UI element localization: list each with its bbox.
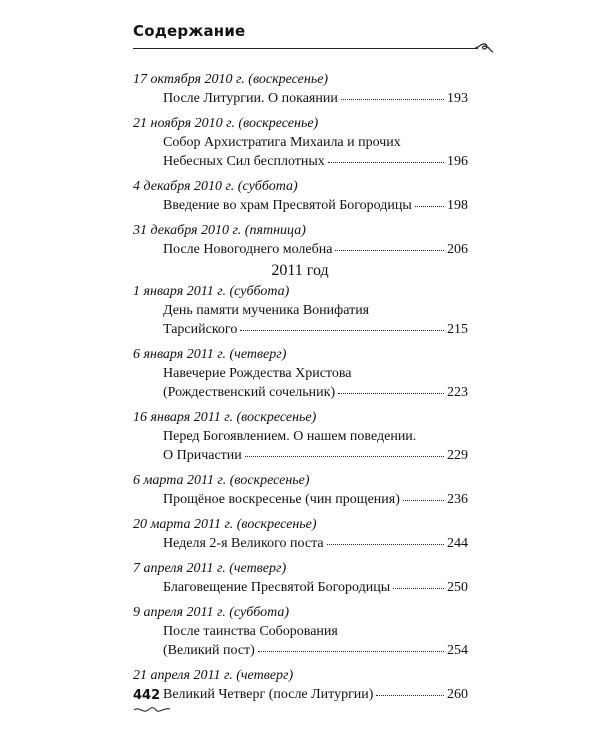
toc-entry-date: 17 октября 2010 г. (воскресенье) <box>133 72 329 87</box>
year-heading: 2011 год <box>271 262 329 279</box>
page-number: 442 <box>133 688 161 703</box>
toc-entry-title-line[interactable] <box>163 580 468 596</box>
running-header: Содержание <box>133 22 246 40</box>
toc-entry-title: Введение во храм Пресвятой Богородицы <box>163 198 412 213</box>
toc-entry-title-line[interactable] <box>163 154 468 170</box>
toc-entry-title: После Литургии. О покаянии <box>163 91 338 106</box>
toc-page-number: 215 <box>447 322 468 337</box>
toc-entry-title-line[interactable]: После таинства Соборования <box>163 624 338 639</box>
dot-leader <box>327 544 444 545</box>
dot-leader <box>393 588 444 589</box>
toc-entry-title: Прощёное воскресенье (чин прощения) <box>163 492 400 507</box>
toc-page-number: 260 <box>447 687 468 702</box>
toc-entry-date: 21 апреля 2011 г. (четверг) <box>133 668 294 683</box>
toc-page-number: 198 <box>447 198 468 213</box>
toc-entry-title-line[interactable]: День памяти мученика Вонифатия <box>163 303 370 318</box>
dot-leader <box>341 99 444 100</box>
dot-leader <box>258 651 444 652</box>
dot-leader <box>328 162 444 163</box>
toc-entry-title-line[interactable] <box>163 492 468 508</box>
toc-entry-title: Великий Четверг (после Литургии) <box>163 687 374 702</box>
toc-entry-date: 31 декабря 2010 г. (пятница) <box>133 223 306 238</box>
toc-entry-title: (Великий пост) <box>163 643 255 658</box>
toc-entry-title-line[interactable] <box>163 242 468 258</box>
toc-entry-title: Благовещение Пресвятой Богородицы <box>163 580 391 595</box>
toc-entry-title: (Рождественский сочельник) <box>163 385 336 400</box>
dot-leader <box>338 393 444 394</box>
toc-entry-title-line[interactable] <box>163 536 468 552</box>
toc-entry-date: 6 марта 2011 г. (воскресенье) <box>133 473 310 488</box>
toc-page-number: 193 <box>447 91 468 106</box>
toc-entry-title-line[interactable] <box>163 91 468 107</box>
toc-entry-date: 1 января 2011 г. (суббота) <box>133 284 290 299</box>
toc-page-number: 236 <box>447 492 468 507</box>
toc-entry-date: 16 января 2011 г. (воскресенье) <box>133 410 317 425</box>
toc-page-number: 196 <box>447 154 468 169</box>
toc-entry-title-line[interactable] <box>163 198 468 214</box>
toc-entry-date: 21 ноября 2010 г. (воскресенье) <box>133 116 319 131</box>
dot-leader <box>403 500 444 501</box>
toc-entry-date: 6 января 2011 г. (четверг) <box>133 347 287 362</box>
toc-entry-date: 7 апреля 2011 г. (четверг) <box>133 561 287 576</box>
toc-entry-title-line[interactable] <box>163 385 468 401</box>
toc-entry-title: После Новогоднего молебна <box>163 242 333 257</box>
toc-entry-title-line[interactable]: Собор Архистратига Михаила и прочих <box>163 135 401 150</box>
toc-entry-date: 9 апреля 2011 г. (суббота) <box>133 605 290 620</box>
toc-entry-title-line[interactable] <box>163 643 468 659</box>
small-flourish-icon <box>133 705 171 715</box>
toc-entry-title-line[interactable]: Перед Богоявлением. О нашем поведении. <box>163 429 417 444</box>
toc-page-number: 254 <box>447 643 468 658</box>
toc-page-number: 223 <box>447 385 468 400</box>
toc-entry-title: Тарсийского <box>163 322 238 337</box>
dot-leader <box>240 330 444 331</box>
dot-leader <box>415 206 444 207</box>
dot-leader <box>335 250 444 251</box>
toc-entry-date: 4 декабря 2010 г. (суббота) <box>133 179 298 194</box>
toc-entry-title-line[interactable]: Навечерие Рождества Христова <box>163 366 352 381</box>
toc-page-number: 244 <box>447 536 468 551</box>
toc-page-number: 206 <box>447 242 468 257</box>
toc-entry-title-line[interactable] <box>163 448 468 464</box>
dot-leader <box>245 456 444 457</box>
toc-entry-date: 20 марта 2011 г. (воскресенье) <box>133 517 317 532</box>
toc-entry-title: О Причастии <box>163 448 242 463</box>
toc-page-number: 229 <box>447 448 468 463</box>
toc-entry-title-line[interactable] <box>163 687 468 703</box>
toc-entry-title-line[interactable] <box>163 322 468 338</box>
toc-entry-title: Небесных Сил бесплотных <box>163 154 325 169</box>
toc-page-number: 250 <box>447 580 468 595</box>
dot-leader <box>376 695 444 696</box>
toc-entry-title: Неделя 2-я Великого поста <box>163 536 324 551</box>
